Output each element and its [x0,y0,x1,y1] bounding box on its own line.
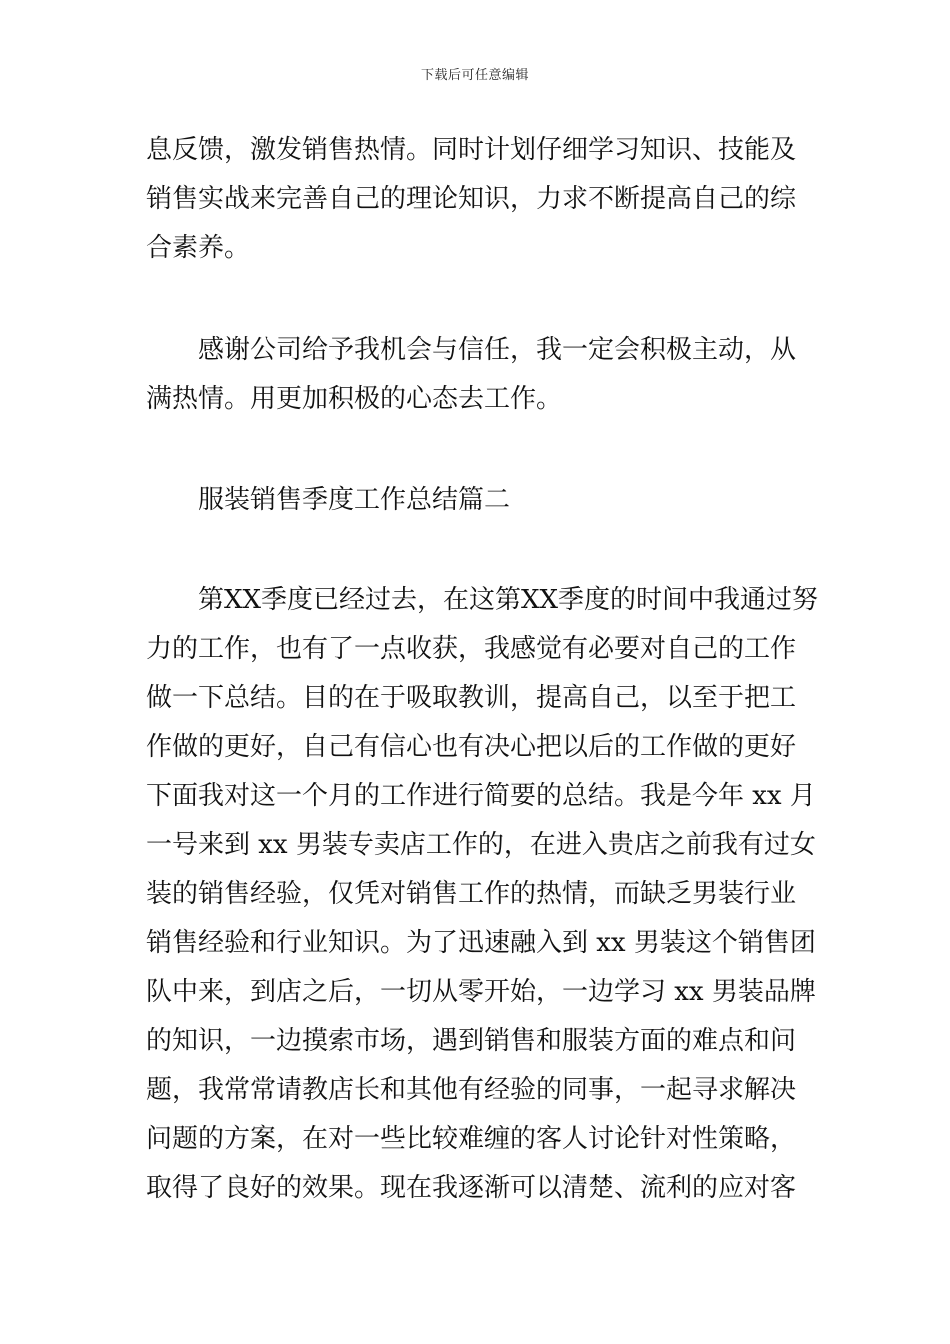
paragraph-line: 销售经验和行业知识。为了迅速融入到 xx 男装这个销售团 [146,928,816,958]
paragraph-line: 力的工作，也有了一点收获，我感觉有必要对自己的工作 [146,634,797,664]
page-header: 下载后可任意编辑 [420,68,529,83]
section-heading [146,476,810,525]
paragraph-line: 的知识，一边摸索市场，遇到销售和服装方面的难点和问 [146,1026,797,1056]
paragraph-line: 下面我对这一个月的工作进行简要的总结。我是今年 xx 月 [146,781,816,811]
paragraph-line: 息反馈，激发销售热情。同时计划仔细学习知识、技能及 [146,135,797,165]
paragraph-line: 做一下总结。目的在于吸取教训，提高自己，以至于把工 [146,683,797,713]
paragraph-2 [146,326,810,424]
paragraph-3 [146,576,819,1213]
paragraph-line: 装的销售经验，仅凭对销售工作的热情，而缺乏男装行业 [146,879,797,909]
paragraph-line: 第XX季度已经过去，在这第XX季度的时间中我通过努 [198,585,819,615]
paragraph-line: 题，我常常请教店长和其他有经验的同事，一起寻求解决 [146,1075,797,1105]
paragraph-line: 感谢公司给予我机会与信任，我一定会积极主动，从 [198,335,797,365]
paragraph-line: 问题的方案，在对一些比较难缠的客人讨论针对性策略， [146,1124,797,1154]
paragraph-line: 销售实战来完善自己的理论知识，力求不断提高自己的综 [146,184,797,214]
paragraph-line: 合素养。 [146,233,251,263]
paragraph-line: 一号来到 xx 男装专卖店工作的，在进入贵店之前我有过女 [146,830,816,860]
paragraph-line: 满热情。用更加积极的心态去工作。 [146,384,563,414]
paragraph-line: 作做的更好，自己有信心也有决心把以后的工作做的更好 [146,732,797,762]
paragraph-line: 队中来，到店之后，一切从零开始，一边学习 xx 男装品牌 [146,977,816,1007]
paragraph-line: 取得了良好的效果。现在我逐渐可以清楚、流利的应对客 [146,1173,797,1203]
paragraph-1 [146,126,810,273]
section-heading-text: 服装销售季度工作总结篇二 [198,485,511,515]
